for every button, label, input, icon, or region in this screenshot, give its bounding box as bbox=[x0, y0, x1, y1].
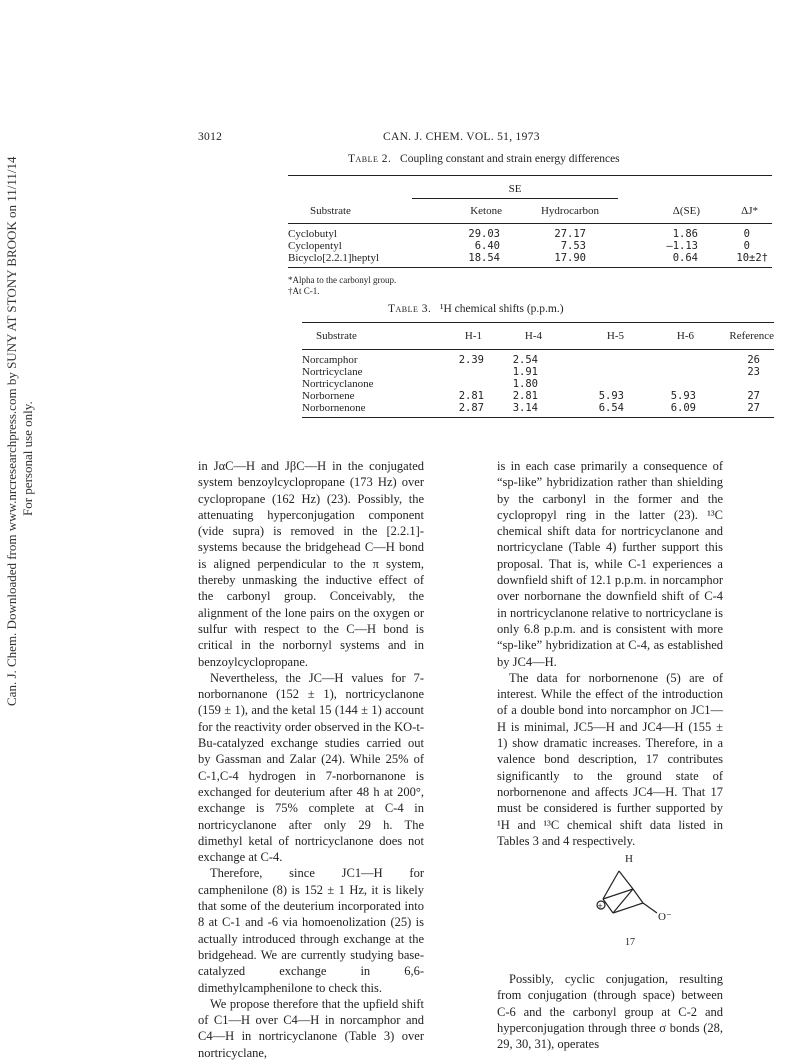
table3-cell: 2.81 bbox=[512, 390, 538, 402]
table2-cell: 0 bbox=[743, 227, 750, 240]
table-row bbox=[288, 223, 772, 240]
table2-cell: 29.03 bbox=[468, 227, 500, 240]
structure-17-oxygen: O⁻ bbox=[658, 911, 672, 924]
table-row bbox=[302, 390, 774, 402]
table3-cell bbox=[402, 366, 492, 378]
table2-cell: Cyclopentyl bbox=[288, 239, 342, 252]
table2-cell: 27.17 bbox=[554, 227, 586, 240]
table2-cell: 17.90 bbox=[554, 251, 586, 264]
table3-cell: 2.81 bbox=[458, 390, 484, 402]
table2-se-header: SE bbox=[508, 182, 522, 195]
table2-col-delta-se: Δ(SE) bbox=[672, 204, 700, 217]
table3-cell: 2.87 bbox=[458, 402, 484, 414]
body-paragraph: We propose therefore that the upfield shift of C1—H over C4—H in norcamphor and C4—H in nortricyclanone (Table 3) over nortricyclane, bbox=[198, 996, 424, 1060]
table3-cell: Norcamphor bbox=[302, 354, 358, 366]
body-paragraph: Nevertheless, the JC—H values for 7-norbornanone (152 ± 1), nortricyclanone (159 ± 1), and the ketal 15 (144 ± 1) account for the reactivity order observed in the KO-t-Bu-catalyzed exchange studies carried out by Gassman and Zalar (24). While 25% of C-1,C-4 hydrogen in 7-norbornanone is exchanged for deuterium after 48 h at 200°, exchange is 75% complete at C-4 in nortricyclanone after only 29 h. The dimethyl ketal of nortricyclanone does not exchange at C-4. bbox=[198, 670, 424, 865]
table3-cell bbox=[572, 366, 638, 378]
table3-cell: 1.91 bbox=[512, 366, 538, 378]
table3-cell: 27 bbox=[747, 402, 760, 414]
body-paragraph: is in each case primarily a consequence of “sp-like” hybridization rather than shielding by the carbonyl in the former and the cyclopropyl ring in the latter (23). ¹³C chemical shift data for nortricyclanone and nortricyclane (Table 4) further support this proposal. That is, while C-1 experiences a downfield shift of 12.1 p.p.m. in norcamphor over norbornane the downfield shift of C-4 in nortricyclanone relative to nortricyclane is only 6.8 p.p.m. and is consistent with more “sp-like” hybridization at C-4, as established by JC4—H. bbox=[497, 459, 723, 669]
download-watermark bbox=[4, 156, 36, 706]
table2-footnote: †At C-1. bbox=[288, 286, 320, 296]
table2 bbox=[288, 175, 772, 268]
table3-col-h1: H-1 bbox=[464, 330, 482, 342]
structure-17-h-atom: H bbox=[625, 853, 633, 866]
table2-cell: 0 bbox=[743, 239, 750, 252]
table2-col-hydrocarbon: Hydrocarbon bbox=[540, 204, 600, 217]
table3-cell: Norbornenone bbox=[302, 402, 366, 414]
table3-cell: 2.54 bbox=[512, 354, 538, 366]
table3-cell: 1.80 bbox=[512, 378, 538, 390]
table3-col-h5: H-5 bbox=[606, 330, 624, 342]
table2-cell: 0.64 bbox=[672, 251, 698, 264]
table3-title: ¹H chemical shifts (p.p.m.) bbox=[440, 303, 564, 315]
table3-col-reference: Reference bbox=[729, 330, 774, 342]
structure-17-label: 17 bbox=[625, 937, 635, 949]
structure-17 bbox=[497, 855, 723, 963]
table-row bbox=[288, 240, 772, 252]
table3-caption bbox=[388, 303, 564, 315]
table3-cell: 27 bbox=[747, 390, 760, 402]
running-title: CAN. J. CHEM. VOL. 51, 1973 bbox=[383, 131, 540, 143]
table2-cell: Cyclobutyl bbox=[288, 227, 337, 240]
body-paragraph: Therefore, since JC1—H for camphenilone (8) is 152 ± 1 Hz, it is likely that some of the deuterium incorporated into 8 at C-1 and -6 via homoenolization (25) is actually introduced through exchange at the bridgehead. We are currently studying base-catalyzed exchange in 6,6-dimethylcamphenilone to check this. bbox=[198, 866, 424, 995]
table2-cell: 6.40 bbox=[474, 239, 500, 252]
table-row bbox=[288, 252, 772, 268]
table3-cell bbox=[638, 378, 702, 390]
table2-cell: 18.54 bbox=[468, 251, 500, 264]
table3-cell bbox=[702, 378, 774, 390]
table-row bbox=[302, 378, 774, 390]
body-column-left bbox=[198, 458, 424, 1061]
table3-label: Table 3. bbox=[388, 303, 432, 315]
table3-col-h4: H-4 bbox=[524, 330, 542, 342]
table2-cell: 7.53 bbox=[560, 239, 586, 252]
table3 bbox=[302, 322, 774, 418]
table2-title: Coupling constant and strain energy differences bbox=[400, 153, 620, 165]
table3-cell: 6.54 bbox=[598, 402, 624, 414]
table3-cell: Nortricyclane bbox=[302, 366, 363, 378]
table3-cell: 26 bbox=[747, 354, 760, 366]
body-paragraph: Possibly, cyclic conjugation, resulting from conjugation (through space) between C-6 and the carbonyl group at C-2 and hyperconjugation through three σ bonds (28, 29, 30, 31), operates bbox=[497, 972, 723, 1052]
download-watermark-line1: Can. J. Chem. Downloaded from www.nrcresearchpress.com by SUNY AT STONY BROOK on 11/11/14 bbox=[4, 156, 19, 706]
table2-col-ketone: Ketone bbox=[470, 204, 502, 217]
table3-cell: 5.93 bbox=[598, 390, 624, 402]
body-paragraph: in JαC—H and JβC—H in the conjugated system benzoylcyclopropane (173 Hz) over cyclopropane (162 Hz) (23). Possibly, the attenuating hyperconjugation component (vide supra) is removed in the [2.2.1]-systems because the bridgehead C—H bond is aligned perpendicular to the π system, thereby unmasking the inductive effect of the carbonyl group. Conceivably, the alignment of the lone pairs on the oxygen or sulfur with respect to the C—H bond is critical in the norbornyl systems and in benzoylcyclopropane. bbox=[198, 459, 424, 669]
svg-text:+: + bbox=[597, 902, 603, 911]
table-row bbox=[302, 402, 774, 418]
table2-label: Table 2. bbox=[348, 153, 392, 165]
table2-cell: Bicyclo[2.2.1]heptyl bbox=[288, 251, 380, 264]
table3-cell bbox=[638, 350, 702, 367]
table3-cell: Norbornene bbox=[302, 390, 355, 402]
table3-cell bbox=[572, 350, 638, 367]
table3-cell bbox=[638, 366, 702, 378]
table2-cell: 1.86 bbox=[672, 227, 698, 240]
table3-col-substrate: Substrate bbox=[316, 330, 357, 342]
download-watermark-line2: For personal use only. bbox=[20, 401, 35, 516]
table-row bbox=[302, 350, 774, 367]
table2-col-delta-j: ΔJ* bbox=[741, 204, 758, 217]
table2-footnote: *Alpha to the carbonyl group. bbox=[288, 275, 397, 285]
table2-caption bbox=[348, 153, 620, 165]
table3-cell: 2.39 bbox=[458, 354, 484, 366]
table-row bbox=[302, 366, 774, 378]
table3-cell: Nortricyclanone bbox=[302, 378, 374, 390]
body-paragraph: The data for norbornenone (5) are of interest. While the effect of the introduction of a double bond into norcamphor on JC1—H is minimal, JC5—H and JC4—H (155 ± 1) show dramatic increases. Therefore, in a valence bond description, 17 contributes significantly to the ground state of norbornenone and affects JC4—H. That 17 must be considered is further supported by ¹H and ¹³C chemical shift data listed in Tables 3 and 4 respectively. bbox=[497, 670, 723, 848]
table2-footnotes bbox=[288, 275, 396, 297]
table2-cell: 10±2† bbox=[736, 251, 768, 264]
page-number: 3012 bbox=[198, 131, 223, 143]
table3-cell: 5.93 bbox=[670, 390, 696, 402]
table2-col-substrate: Substrate bbox=[310, 204, 351, 217]
table3-cell: 6.09 bbox=[670, 402, 696, 414]
structure-17-drawing bbox=[497, 855, 723, 945]
table3-cell: 3.14 bbox=[512, 402, 538, 414]
table2-cell: —1.13 bbox=[666, 239, 698, 252]
table3-cell bbox=[402, 378, 492, 390]
table3-col-h6: H-6 bbox=[676, 330, 694, 342]
table3-cell: 23 bbox=[747, 366, 760, 378]
table3-cell bbox=[572, 378, 638, 390]
body-column-right bbox=[497, 458, 723, 1053]
